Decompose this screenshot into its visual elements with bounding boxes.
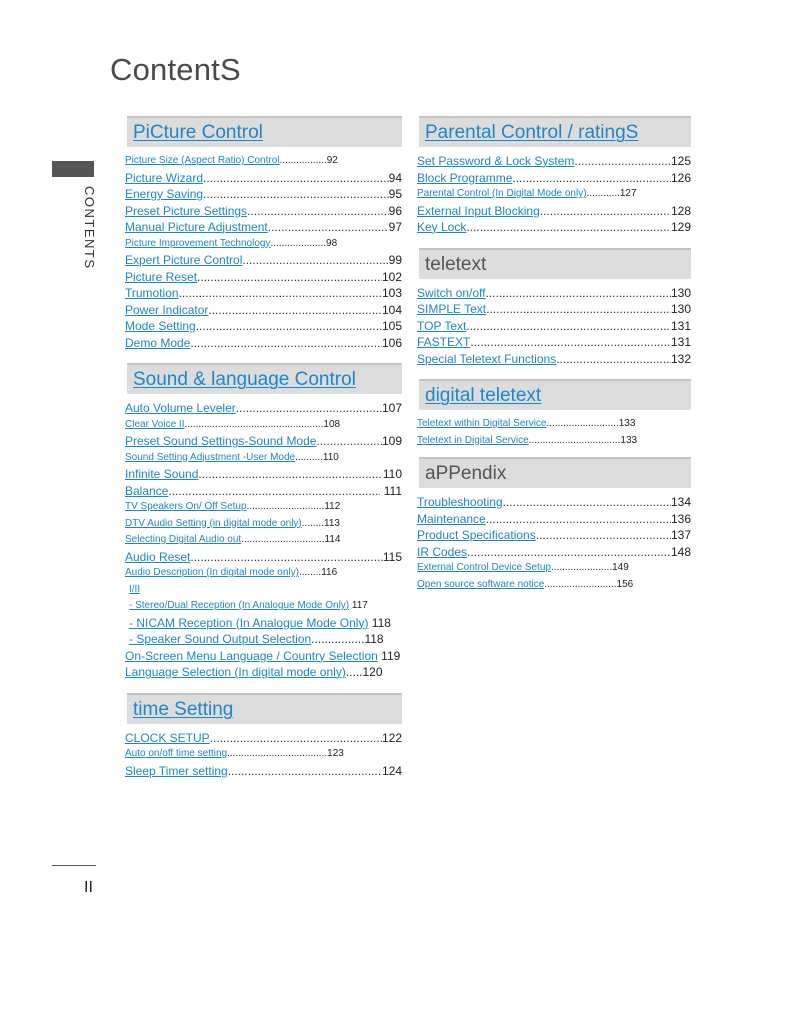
- page-ref: 125: [670, 154, 691, 168]
- leader-dots: [203, 170, 389, 187]
- section-heading[interactable]: Sound & language Control: [127, 363, 402, 394]
- toc-entry: [417, 203, 691, 220]
- page-ref: 106: [381, 335, 402, 350]
- page-ref: 94: [388, 170, 402, 185]
- leader-dots: .....: [345, 665, 363, 679]
- toc-entry: [125, 252, 402, 269]
- leader-dots: ........: [301, 517, 324, 529]
- toc-entry: [125, 450, 402, 467]
- toc-entry: [125, 335, 402, 352]
- page-ref: 118: [371, 615, 391, 630]
- toc-entry-link[interactable]: IR Codes: [417, 544, 468, 559]
- page-ref: 131: [670, 318, 691, 333]
- leader-dots: [236, 400, 382, 417]
- page-ref: 112: [324, 501, 341, 512]
- section-heading[interactable]: Parental Control / ratingS: [419, 116, 691, 147]
- toc-entry-link[interactable]: On-Screen Menu Language / Country Selection: [125, 648, 378, 663]
- toc-entry-link[interactable]: Language Selection (In digital mode only): [125, 665, 346, 679]
- leader-dots: [203, 186, 389, 203]
- page-ref: 92: [326, 155, 338, 166]
- toc-entry-link[interactable]: Maintenance: [417, 511, 486, 526]
- leader-dots: [196, 318, 382, 335]
- leader-dots: ......................: [550, 562, 613, 573]
- toc-entry: [125, 648, 402, 665]
- toc-entry: [125, 318, 402, 335]
- page-title: ContentS: [110, 52, 241, 87]
- toc-entry-link[interactable]: Auto Volume Leveler: [125, 401, 236, 415]
- page-ref: 110: [322, 451, 339, 463]
- toc-entry: [125, 730, 402, 747]
- page-ref: 122: [381, 730, 402, 745]
- toc-entry: [417, 334, 691, 351]
- leader-dots: ..................................................: [184, 418, 324, 430]
- toc-entry-link[interactable]: Picture Wizard: [125, 170, 204, 185]
- toc-entry-link[interactable]: Sound Setting Adjustment -User Mode: [125, 451, 296, 463]
- page-ref: 103: [381, 286, 402, 300]
- page-ref: 134: [670, 495, 691, 509]
- page-ref: 137: [670, 528, 691, 542]
- toc-entry-link[interactable]: - Speaker Sound Output Selection: [129, 632, 312, 646]
- toc-entry-link[interactable]: Teletext within Digital Service: [417, 418, 547, 429]
- toc-entry-list: [417, 416, 691, 449]
- leader-dots: ..........................: [546, 418, 619, 429]
- toc-entry-link[interactable]: Trumotion: [125, 286, 179, 300]
- leader-dots: [190, 335, 382, 352]
- toc-section-sound-language-control: [125, 363, 402, 681]
- leader-dots: [485, 285, 670, 302]
- leader-dots: [486, 301, 671, 318]
- page-ref: 132: [670, 351, 691, 366]
- leader-dots: [210, 730, 382, 747]
- toc-entry-link[interactable]: TOP Text: [417, 318, 467, 333]
- leader-dots: [466, 219, 671, 236]
- leader-dots: [503, 494, 671, 511]
- leader-dots: ..........................: [544, 578, 617, 590]
- toc-entry: [417, 511, 691, 528]
- toc-entry-link[interactable]: DTV Audio Setting (in digital mode only): [125, 517, 302, 529]
- toc-entry-link[interactable]: Balance: [125, 483, 169, 498]
- footer-divider: [52, 865, 96, 866]
- page-ref: 130: [670, 302, 691, 316]
- page-ref: 114: [324, 534, 341, 545]
- toc-entry-list: [125, 153, 402, 351]
- toc-right-column: [417, 116, 691, 593]
- page-ref: 133: [620, 434, 638, 446]
- toc-entry-link[interactable]: Troubleshooting: [417, 495, 503, 509]
- page-ref: 99: [388, 253, 402, 267]
- toc-entry-link[interactable]: Switch on/off: [417, 285, 486, 300]
- toc-entry-link[interactable]: Open source software notice: [417, 578, 545, 590]
- toc-entry: [417, 416, 691, 433]
- toc-entry-list: [125, 730, 402, 780]
- leader-dots: [228, 763, 382, 780]
- section-heading: aPPendix: [419, 457, 691, 488]
- leader-dots: ....................................: [227, 748, 328, 759]
- leader-dots: ................: [311, 632, 365, 646]
- page-ref: 149: [612, 562, 629, 573]
- page-ref: 156: [616, 578, 634, 590]
- page-ref: 109: [381, 434, 402, 448]
- toc-section-appendix: [417, 457, 691, 593]
- toc-entry: [417, 544, 691, 561]
- page-ref: 148: [670, 544, 691, 559]
- page-ref: 117: [351, 600, 368, 611]
- toc-entry-link[interactable]: External Input Blocking: [417, 203, 540, 218]
- leader-dots: [242, 252, 388, 269]
- toc-entry: [125, 203, 402, 220]
- toc-entry: [125, 466, 402, 483]
- toc-entry: [125, 549, 402, 566]
- leader-dots: [486, 511, 671, 528]
- leader-dots: [268, 219, 389, 236]
- toc-left-column: [125, 116, 402, 779]
- toc-entry: [125, 631, 402, 648]
- toc-entry: [417, 494, 691, 511]
- toc-entry-link[interactable]: Audio Reset: [125, 549, 191, 564]
- page-ref: 136: [670, 511, 691, 526]
- toc-entry-link[interactable]: External Control Device Setup: [417, 562, 551, 573]
- toc-entry-link[interactable]: Special Teletext Functions: [417, 351, 557, 366]
- toc-entry: [417, 219, 691, 236]
- toc-entry-link[interactable]: Selecting Digital Audio out: [125, 534, 242, 545]
- side-section-label: CONTENTS: [82, 186, 97, 270]
- toc-entry: [125, 499, 402, 516]
- page-ref: 133: [618, 418, 636, 429]
- page-ref: 116: [321, 567, 338, 578]
- page-ref: 130: [670, 285, 691, 300]
- leader-dots: .................................: [528, 434, 621, 446]
- toc-entry: [125, 269, 402, 286]
- page-ref: 129: [670, 220, 691, 234]
- toc-entry-link[interactable]: - Stereo/Dual Reception (In Analogue Mode Only): [129, 600, 350, 611]
- leader-dots: ............................: [246, 501, 325, 512]
- toc-entry-link[interactable]: Sleep Timer setting: [125, 763, 228, 778]
- toc-entry-link[interactable]: Parental Control (In Digital Mode only): [417, 188, 587, 199]
- toc-entry: [417, 301, 691, 318]
- toc-section-teletext: [417, 248, 691, 368]
- toc-entry: [125, 433, 402, 450]
- side-tab-marker: [52, 161, 94, 177]
- leader-dots: [247, 203, 389, 220]
- toc-entry: [125, 483, 402, 500]
- toc-entry: [417, 318, 691, 335]
- page-ref: 123: [327, 748, 344, 759]
- toc-entry: [125, 186, 402, 203]
- page-ref: 98: [326, 237, 338, 249]
- toc-section-parental-control-ratings: [417, 116, 691, 236]
- leader-dots: ....................: [270, 237, 327, 249]
- toc-entry-link[interactable]: Auto on/off time setting: [125, 748, 228, 759]
- leader-dots: [208, 302, 382, 319]
- toc-entry: [125, 153, 402, 170]
- leader-dots: ........: [298, 567, 322, 578]
- leader-dots: [536, 527, 671, 544]
- toc-entry-link[interactable]: Mode Setting: [125, 319, 196, 333]
- page-ref: 118: [364, 632, 384, 646]
- leader-dots: ............: [586, 188, 620, 199]
- toc-entry: [125, 532, 402, 549]
- toc-entry: [417, 527, 691, 544]
- toc-section-time-setting: [125, 693, 402, 780]
- toc-entry-link[interactable]: Manual Picture Adjustment: [125, 220, 268, 234]
- toc-entry-link[interactable]: Teletext in Digital Service: [417, 434, 529, 446]
- leader-dots: [197, 269, 382, 286]
- page-number: II: [84, 879, 93, 896]
- toc-entry-link[interactable]: Clear Voice II: [125, 418, 185, 430]
- toc-entry: [125, 236, 402, 253]
- toc-entry-link[interactable]: Picture Improvement Technology: [125, 237, 271, 249]
- toc-entry: [125, 516, 402, 533]
- toc-entry-link[interactable]: SIMPLE Text: [417, 302, 487, 316]
- page-ref: 124: [381, 763, 402, 778]
- leader-dots: [168, 483, 380, 500]
- toc-entry-link[interactable]: Audio Description (In digital mode only): [125, 567, 299, 578]
- toc-entry: [125, 763, 402, 780]
- toc-entry-list: [125, 400, 402, 681]
- leader-dots: [466, 318, 671, 335]
- toc-entry: [417, 433, 691, 450]
- leader-dots: .................: [279, 155, 327, 166]
- page-ref: 96: [388, 203, 402, 218]
- page-ref: 108: [323, 418, 341, 430]
- toc-entry-list: [417, 285, 691, 368]
- page-ref: 126: [670, 170, 691, 185]
- toc-entry-link[interactable]: Demo Mode: [125, 335, 191, 350]
- page-ref: 107: [381, 401, 402, 415]
- leader-dots: [574, 153, 671, 170]
- leader-dots: [540, 203, 671, 220]
- page-ref: 105: [381, 319, 402, 333]
- toc-entry-link[interactable]: Expert Picture Control: [125, 253, 243, 267]
- toc-entry-link[interactable]: FASTEXT: [417, 335, 471, 349]
- page-ref: 131: [670, 335, 691, 349]
- toc-entry: [125, 285, 402, 302]
- toc-entry: [125, 400, 402, 417]
- toc-entry: [125, 664, 402, 681]
- toc-entry-list: [417, 153, 691, 236]
- toc-entry-link[interactable]: Energy Saving: [125, 187, 204, 201]
- toc-entry: [417, 285, 691, 302]
- toc-entry-link[interactable]: TV Speakers On/ Off Setup: [125, 501, 247, 512]
- toc-entry-link[interactable]: Picture Reset: [125, 269, 198, 284]
- toc-section-picture-control: [125, 116, 402, 351]
- leader-dots: [467, 544, 671, 561]
- toc-entry: [125, 615, 402, 632]
- page-ref: 111: [383, 483, 402, 498]
- leader-dots: [470, 334, 671, 351]
- toc-entry: [125, 598, 402, 615]
- toc-entry: [125, 170, 402, 187]
- toc-entry-list: [417, 494, 691, 593]
- toc-entry-link[interactable]: CLOCK SETUP: [125, 730, 210, 745]
- toc-entry: [125, 302, 402, 319]
- page-ref: 113: [324, 517, 340, 529]
- toc-entry-link[interactable]: I/II: [129, 583, 141, 595]
- page-ref: 104: [381, 302, 402, 317]
- leader-dots: [512, 170, 671, 187]
- toc-entry: [417, 186, 691, 203]
- section-heading[interactable]: PiCture Control: [127, 116, 402, 147]
- toc-section-digital-teletext: [417, 379, 691, 449]
- toc-entry: [417, 560, 691, 577]
- toc-entry-link[interactable]: Key Lock: [417, 220, 467, 234]
- page-ref: 127: [619, 188, 637, 199]
- toc-entry: [125, 582, 402, 599]
- page-ref: 110: [382, 467, 402, 481]
- toc-entry: [417, 577, 691, 594]
- page-ref: 102: [381, 269, 402, 284]
- toc-entry: [125, 219, 402, 236]
- toc-entry-link[interactable]: Set Password & Lock System: [417, 154, 575, 168]
- toc-entry-link[interactable]: Preset Picture Settings: [125, 203, 248, 218]
- toc-entry-link[interactable]: Power Indicator: [125, 302, 209, 317]
- leader-dots: [316, 433, 382, 450]
- toc-entry: [125, 746, 402, 763]
- section-heading[interactable]: digital teletext: [419, 379, 691, 410]
- toc-entry: [417, 153, 691, 170]
- leader-dots: ..............................: [241, 534, 325, 545]
- toc-entry-link[interactable]: Preset Sound Settings-Sound Mode: [125, 434, 317, 448]
- page-ref: 120: [362, 665, 383, 679]
- leader-dots: [556, 351, 671, 368]
- page-ref: 115: [382, 549, 402, 564]
- leader-dots: [179, 285, 382, 302]
- toc-entry: [125, 565, 402, 582]
- toc-entry: [125, 417, 402, 434]
- section-heading[interactable]: time Setting: [127, 693, 402, 724]
- toc-entry-link[interactable]: - NICAM Reception (In Analogue Mode Only): [129, 615, 369, 630]
- toc-entry: [417, 351, 691, 368]
- page-ref: 97: [388, 220, 402, 234]
- toc-entry-link[interactable]: Block Programme: [417, 170, 513, 185]
- page-ref: 128: [670, 203, 691, 218]
- page-ref: 119: [381, 648, 401, 663]
- toc-entry: [417, 170, 691, 187]
- leader-dots: ..........: [295, 451, 323, 463]
- page-ref: 95: [388, 187, 402, 201]
- toc-entry-link[interactable]: Infinite Sound: [125, 467, 199, 481]
- section-heading: teletext: [419, 248, 691, 279]
- leader-dots: [190, 549, 382, 566]
- leader-dots: [198, 466, 382, 483]
- toc-entry-link[interactable]: Product Specifications: [417, 528, 536, 542]
- toc-entry-link[interactable]: Picture Size (Aspect Ratio) Control: [125, 155, 280, 166]
